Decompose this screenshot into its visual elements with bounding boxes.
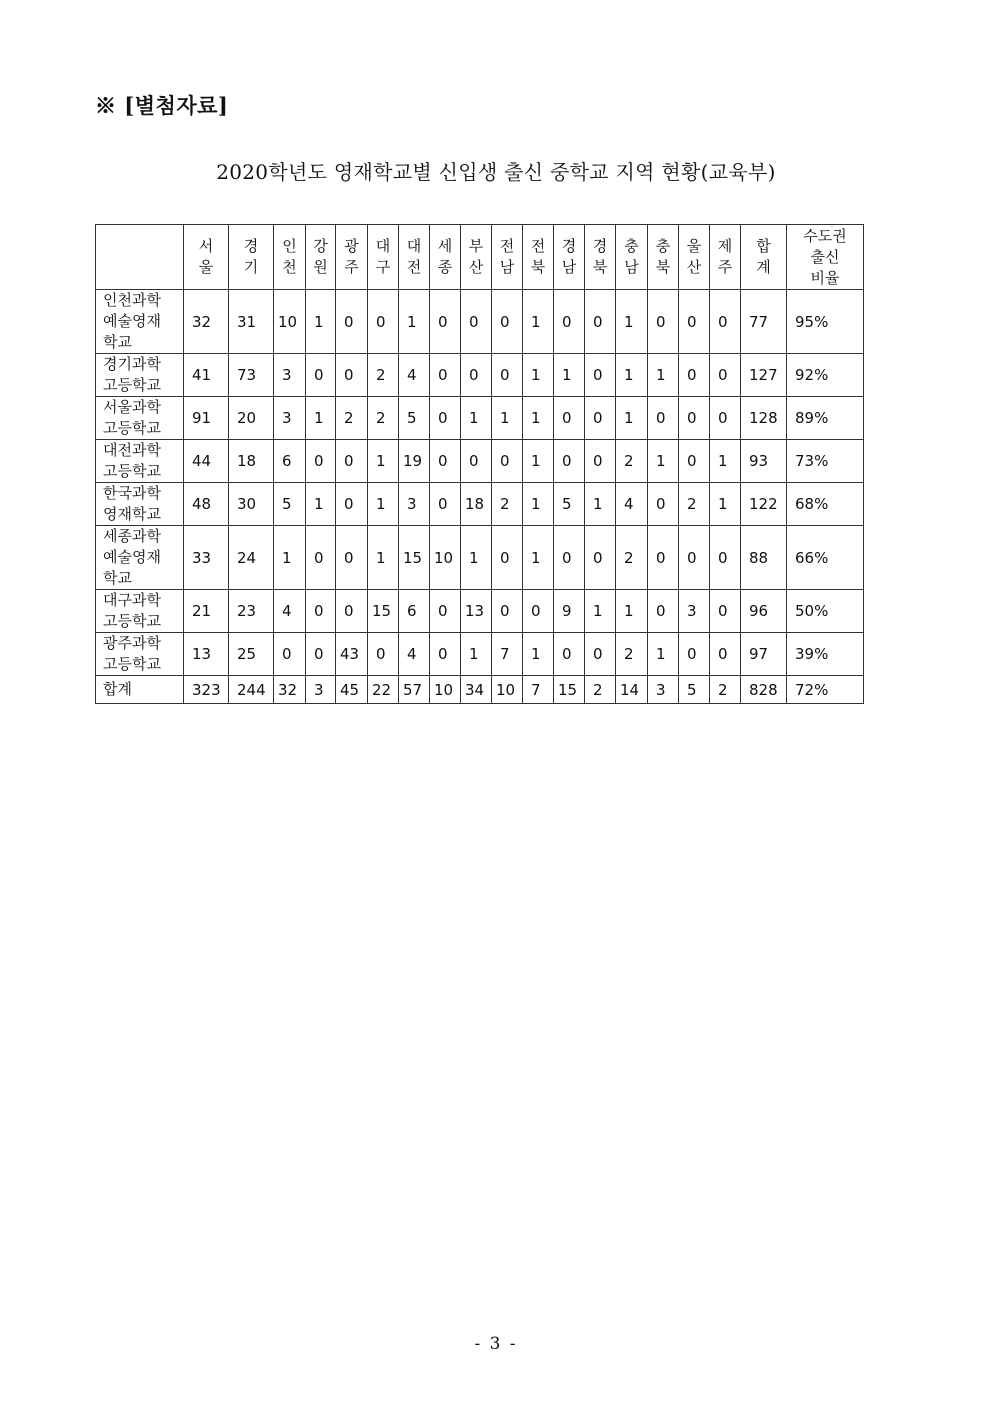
value-cell: 21 bbox=[184, 590, 229, 633]
column-header-label: 기 bbox=[243, 258, 259, 276]
value-cell: 41 bbox=[184, 354, 229, 397]
value-cell: 0 bbox=[679, 633, 710, 676]
value-cell: 1 bbox=[585, 483, 616, 526]
value-cell: 0 bbox=[430, 440, 461, 483]
value-cell: 7 bbox=[523, 676, 554, 704]
value-cell: 0 bbox=[554, 290, 585, 354]
value-cell: 31 bbox=[229, 290, 274, 354]
value-cell: 0 bbox=[492, 590, 523, 633]
total-row bbox=[96, 676, 864, 704]
value-cell: 0 bbox=[492, 290, 523, 354]
value-cell: 0 bbox=[336, 526, 368, 590]
value-cell: 0 bbox=[430, 633, 461, 676]
column-header-label: 울 bbox=[686, 237, 702, 255]
value-cell: 1 bbox=[523, 483, 554, 526]
school-name-line: 고등학교 bbox=[103, 612, 161, 630]
column-header bbox=[616, 225, 648, 290]
value-cell: 1 bbox=[368, 440, 399, 483]
column-header-label: 전 bbox=[530, 237, 546, 255]
value-cell: 96 bbox=[741, 590, 787, 633]
school-name-line: 예술영재 bbox=[103, 548, 161, 566]
value-cell: 45 bbox=[336, 676, 368, 704]
value-cell: 1 bbox=[306, 290, 336, 354]
value-cell: 32 bbox=[184, 290, 229, 354]
school-name-cell bbox=[96, 290, 184, 354]
value-cell: 0 bbox=[492, 526, 523, 590]
value-cell: 0 bbox=[336, 440, 368, 483]
column-header-label: 대 bbox=[375, 237, 391, 255]
value-cell: 43 bbox=[336, 633, 368, 676]
value-cell: 95% bbox=[787, 290, 864, 354]
value-cell: 1 bbox=[616, 290, 648, 354]
column-header-label: 계 bbox=[756, 258, 771, 276]
column-header-label: 주 bbox=[717, 258, 733, 276]
value-cell: 5 bbox=[679, 676, 710, 704]
value-cell: 6 bbox=[274, 440, 306, 483]
column-header bbox=[787, 225, 864, 290]
value-cell: 13 bbox=[461, 590, 492, 633]
table-row bbox=[96, 633, 864, 676]
attachment-heading: ※ [별첨자료] bbox=[95, 93, 229, 118]
column-header bbox=[492, 225, 523, 290]
value-cell: 1 bbox=[648, 440, 679, 483]
column-header-label: 충 bbox=[624, 237, 639, 255]
value-cell: 23 bbox=[229, 590, 274, 633]
column-header bbox=[336, 225, 368, 290]
value-cell: 1 bbox=[585, 590, 616, 633]
value-cell: 0 bbox=[710, 397, 741, 440]
value-cell: 93 bbox=[741, 440, 787, 483]
column-header-label: 남 bbox=[624, 258, 639, 276]
value-cell: 0 bbox=[585, 633, 616, 676]
column-header-label: 남 bbox=[499, 258, 515, 276]
value-cell: 34 bbox=[461, 676, 492, 704]
value-cell: 2 bbox=[336, 397, 368, 440]
value-cell: 0 bbox=[679, 397, 710, 440]
value-cell: 1 bbox=[616, 590, 648, 633]
value-cell: 0 bbox=[306, 526, 336, 590]
header-corner-cell bbox=[96, 225, 184, 290]
value-cell: 18 bbox=[461, 483, 492, 526]
value-cell: 1 bbox=[399, 290, 430, 354]
value-cell: 2 bbox=[492, 483, 523, 526]
value-cell: 0 bbox=[430, 483, 461, 526]
column-header-label: 구 bbox=[375, 258, 391, 276]
value-cell: 3 bbox=[399, 483, 430, 526]
value-cell: 0 bbox=[679, 290, 710, 354]
value-cell: 7 bbox=[492, 633, 523, 676]
value-cell: 1 bbox=[492, 397, 523, 440]
value-cell: 5 bbox=[399, 397, 430, 440]
value-cell: 1 bbox=[523, 633, 554, 676]
value-cell: 39% bbox=[787, 633, 864, 676]
value-cell: 0 bbox=[648, 483, 679, 526]
column-header bbox=[710, 225, 741, 290]
value-cell: 0 bbox=[336, 483, 368, 526]
value-cell: 15 bbox=[368, 590, 399, 633]
value-cell: 0 bbox=[648, 526, 679, 590]
column-header bbox=[368, 225, 399, 290]
page-number: - 3 - bbox=[474, 1334, 518, 1354]
value-cell: 0 bbox=[585, 440, 616, 483]
school-name-line: 경기과학 bbox=[103, 355, 161, 373]
value-cell: 0 bbox=[710, 526, 741, 590]
table-row bbox=[96, 483, 864, 526]
value-cell: 0 bbox=[368, 290, 399, 354]
value-cell: 0 bbox=[430, 290, 461, 354]
column-header-label: 합 bbox=[756, 237, 771, 255]
school-name-cell bbox=[96, 354, 184, 397]
value-cell: 73 bbox=[229, 354, 274, 397]
value-cell: 18 bbox=[229, 440, 274, 483]
column-header bbox=[274, 225, 306, 290]
column-header-label: 수도권 bbox=[803, 226, 847, 245]
column-header-label: 천 bbox=[282, 258, 297, 276]
value-cell: 0 bbox=[710, 354, 741, 397]
column-header-label: 강 bbox=[313, 237, 328, 255]
column-header bbox=[229, 225, 274, 290]
value-cell: 10 bbox=[430, 526, 461, 590]
value-cell: 0 bbox=[430, 590, 461, 633]
value-cell: 72% bbox=[787, 676, 864, 704]
value-cell: 32 bbox=[274, 676, 306, 704]
value-cell: 9 bbox=[554, 590, 585, 633]
value-cell: 2 bbox=[616, 633, 648, 676]
school-name-cell bbox=[96, 483, 184, 526]
value-cell: 2 bbox=[368, 354, 399, 397]
value-cell: 4 bbox=[616, 483, 648, 526]
value-cell: 0 bbox=[710, 290, 741, 354]
column-header-label: 서 bbox=[198, 237, 214, 255]
value-cell: 0 bbox=[430, 354, 461, 397]
value-cell: 0 bbox=[306, 633, 336, 676]
value-cell: 1 bbox=[523, 526, 554, 590]
school-name-line: 합계 bbox=[103, 680, 132, 698]
school-name-line: 고등학교 bbox=[103, 419, 161, 437]
value-cell: 24 bbox=[229, 526, 274, 590]
value-cell: 0 bbox=[554, 440, 585, 483]
school-region-table bbox=[95, 224, 864, 704]
column-header-label: 출신 bbox=[810, 247, 840, 266]
value-cell: 2 bbox=[679, 483, 710, 526]
column-header bbox=[679, 225, 710, 290]
value-cell: 0 bbox=[648, 290, 679, 354]
column-header bbox=[461, 225, 492, 290]
value-cell: 1 bbox=[710, 440, 741, 483]
value-cell: 5 bbox=[554, 483, 585, 526]
value-cell: 0 bbox=[679, 354, 710, 397]
value-cell: 3 bbox=[274, 354, 306, 397]
value-cell: 20 bbox=[229, 397, 274, 440]
school-name-line: 대구과학 bbox=[103, 591, 161, 609]
table-row bbox=[96, 354, 864, 397]
value-cell: 0 bbox=[710, 590, 741, 633]
table-row bbox=[96, 290, 864, 354]
value-cell: 4 bbox=[399, 354, 430, 397]
value-cell: 73% bbox=[787, 440, 864, 483]
value-cell: 1 bbox=[306, 397, 336, 440]
value-cell: 1 bbox=[461, 633, 492, 676]
value-cell: 0 bbox=[306, 440, 336, 483]
school-name-line: 예술영재 bbox=[103, 312, 161, 330]
value-cell: 88 bbox=[741, 526, 787, 590]
value-cell: 0 bbox=[336, 290, 368, 354]
value-cell: 2 bbox=[616, 526, 648, 590]
value-cell: 91 bbox=[184, 397, 229, 440]
table-row bbox=[96, 440, 864, 483]
value-cell: 77 bbox=[741, 290, 787, 354]
school-name-line: 학교 bbox=[103, 333, 132, 351]
column-header bbox=[306, 225, 336, 290]
value-cell: 0 bbox=[554, 526, 585, 590]
school-name-cell bbox=[96, 526, 184, 590]
value-cell: 0 bbox=[306, 354, 336, 397]
school-name-line: 세종과학 bbox=[103, 527, 161, 545]
value-cell: 0 bbox=[461, 440, 492, 483]
column-header-label: 전 bbox=[499, 237, 515, 255]
column-header-label: 산 bbox=[468, 258, 484, 276]
value-cell: 1 bbox=[523, 440, 554, 483]
value-cell: 4 bbox=[399, 633, 430, 676]
column-header-label: 주 bbox=[344, 258, 359, 276]
value-cell: 1 bbox=[554, 354, 585, 397]
column-header-label: 원 bbox=[313, 258, 328, 276]
school-name-line: 광주과학 bbox=[103, 634, 161, 652]
school-name-cell bbox=[96, 633, 184, 676]
column-header bbox=[585, 225, 616, 290]
value-cell: 30 bbox=[229, 483, 274, 526]
school-name-line: 고등학교 bbox=[103, 462, 161, 480]
column-header bbox=[430, 225, 461, 290]
value-cell: 1 bbox=[274, 526, 306, 590]
value-cell: 15 bbox=[554, 676, 585, 704]
value-cell: 1 bbox=[710, 483, 741, 526]
value-cell: 1 bbox=[523, 397, 554, 440]
value-cell: 1 bbox=[368, 526, 399, 590]
value-cell: 1 bbox=[461, 397, 492, 440]
value-cell: 6 bbox=[399, 590, 430, 633]
school-name-line: 서울과학 bbox=[103, 398, 161, 416]
value-cell: 1 bbox=[523, 354, 554, 397]
value-cell: 0 bbox=[492, 354, 523, 397]
value-cell: 33 bbox=[184, 526, 229, 590]
column-header-label: 인 bbox=[282, 237, 297, 255]
document-title: 2020학년도 영재학교별 신입생 출신 중학교 지역 현황(교육부) bbox=[216, 160, 776, 184]
column-header-label: 제 bbox=[717, 237, 733, 255]
value-cell: 128 bbox=[741, 397, 787, 440]
value-cell: 66% bbox=[787, 526, 864, 590]
value-cell: 5 bbox=[274, 483, 306, 526]
value-cell: 22 bbox=[368, 676, 399, 704]
column-header-label: 부 bbox=[468, 237, 484, 255]
value-cell: 0 bbox=[274, 633, 306, 676]
value-cell: 0 bbox=[710, 633, 741, 676]
value-cell: 1 bbox=[616, 354, 648, 397]
column-header bbox=[523, 225, 554, 290]
value-cell: 0 bbox=[461, 354, 492, 397]
value-cell: 0 bbox=[585, 354, 616, 397]
column-header-label: 경 bbox=[592, 237, 608, 255]
table-row bbox=[96, 526, 864, 590]
school-name-line: 고등학교 bbox=[103, 376, 161, 394]
value-cell: 68% bbox=[787, 483, 864, 526]
value-cell: 2 bbox=[585, 676, 616, 704]
column-header-label: 북 bbox=[592, 258, 608, 276]
value-cell: 2 bbox=[616, 440, 648, 483]
value-cell: 19 bbox=[399, 440, 430, 483]
value-cell: 0 bbox=[336, 590, 368, 633]
school-name-cell bbox=[96, 676, 184, 704]
column-header-label: 충 bbox=[655, 237, 671, 255]
value-cell: 25 bbox=[229, 633, 274, 676]
value-cell: 3 bbox=[274, 397, 306, 440]
value-cell: 15 bbox=[399, 526, 430, 590]
value-cell: 0 bbox=[368, 633, 399, 676]
school-name-line: 학교 bbox=[103, 569, 132, 587]
column-header-label: 대 bbox=[406, 237, 422, 255]
value-cell: 0 bbox=[430, 397, 461, 440]
value-cell: 0 bbox=[679, 526, 710, 590]
column-header-label: 비율 bbox=[810, 268, 840, 287]
value-cell: 1 bbox=[306, 483, 336, 526]
value-cell: 1 bbox=[616, 397, 648, 440]
value-cell: 1 bbox=[648, 354, 679, 397]
school-name-line: 영재학교 bbox=[103, 505, 161, 523]
value-cell: 0 bbox=[585, 526, 616, 590]
value-cell: 1 bbox=[368, 483, 399, 526]
column-header-label: 전 bbox=[406, 258, 422, 276]
value-cell: 0 bbox=[679, 440, 710, 483]
value-cell: 0 bbox=[554, 397, 585, 440]
value-cell: 0 bbox=[585, 290, 616, 354]
value-cell: 0 bbox=[648, 397, 679, 440]
value-cell: 3 bbox=[306, 676, 336, 704]
column-header bbox=[648, 225, 679, 290]
value-cell: 2 bbox=[710, 676, 741, 704]
value-cell: 89% bbox=[787, 397, 864, 440]
value-cell: 1 bbox=[523, 290, 554, 354]
value-cell: 48 bbox=[184, 483, 229, 526]
value-cell: 0 bbox=[554, 633, 585, 676]
value-cell: 828 bbox=[741, 676, 787, 704]
column-header bbox=[741, 225, 787, 290]
value-cell: 323 bbox=[184, 676, 229, 704]
column-header-label: 남 bbox=[561, 258, 577, 276]
school-name-cell bbox=[96, 397, 184, 440]
value-cell: 0 bbox=[585, 397, 616, 440]
value-cell: 0 bbox=[648, 590, 679, 633]
column-header-label: 울 bbox=[198, 258, 214, 276]
table-row bbox=[96, 397, 864, 440]
value-cell: 4 bbox=[274, 590, 306, 633]
school-name-cell bbox=[96, 590, 184, 633]
value-cell: 10 bbox=[430, 676, 461, 704]
value-cell: 0 bbox=[336, 354, 368, 397]
value-cell: 3 bbox=[648, 676, 679, 704]
value-cell: 10 bbox=[274, 290, 306, 354]
school-name-cell bbox=[96, 440, 184, 483]
value-cell: 57 bbox=[399, 676, 430, 704]
value-cell: 0 bbox=[306, 590, 336, 633]
value-cell: 244 bbox=[229, 676, 274, 704]
column-header-label: 산 bbox=[686, 258, 702, 276]
value-cell: 50% bbox=[787, 590, 864, 633]
value-cell: 13 bbox=[184, 633, 229, 676]
value-cell: 2 bbox=[368, 397, 399, 440]
school-name-line: 인천과학 bbox=[103, 291, 161, 309]
value-cell: 3 bbox=[679, 590, 710, 633]
column-header-label: 종 bbox=[437, 258, 453, 276]
value-cell: 127 bbox=[741, 354, 787, 397]
column-header bbox=[399, 225, 430, 290]
value-cell: 44 bbox=[184, 440, 229, 483]
value-cell: 97 bbox=[741, 633, 787, 676]
column-header-label: 북 bbox=[655, 258, 671, 276]
value-cell: 122 bbox=[741, 483, 787, 526]
column-header-label: 광 bbox=[344, 237, 359, 255]
column-header-label: 경 bbox=[243, 237, 259, 255]
value-cell: 1 bbox=[461, 526, 492, 590]
table-row bbox=[96, 590, 864, 633]
column-header-label: 북 bbox=[530, 258, 546, 276]
value-cell: 0 bbox=[461, 290, 492, 354]
column-header bbox=[554, 225, 585, 290]
school-name-line: 대전과학 bbox=[103, 441, 161, 459]
value-cell: 1 bbox=[648, 633, 679, 676]
column-header-label: 경 bbox=[561, 237, 577, 255]
column-header-label: 세 bbox=[437, 237, 453, 255]
value-cell: 0 bbox=[523, 590, 554, 633]
value-cell: 14 bbox=[616, 676, 648, 704]
header-row bbox=[96, 225, 864, 290]
column-header bbox=[184, 225, 229, 290]
school-name-line: 고등학교 bbox=[103, 655, 161, 673]
value-cell: 0 bbox=[492, 440, 523, 483]
value-cell: 92% bbox=[787, 354, 864, 397]
school-name-line: 한국과학 bbox=[103, 484, 161, 502]
value-cell: 10 bbox=[492, 676, 523, 704]
